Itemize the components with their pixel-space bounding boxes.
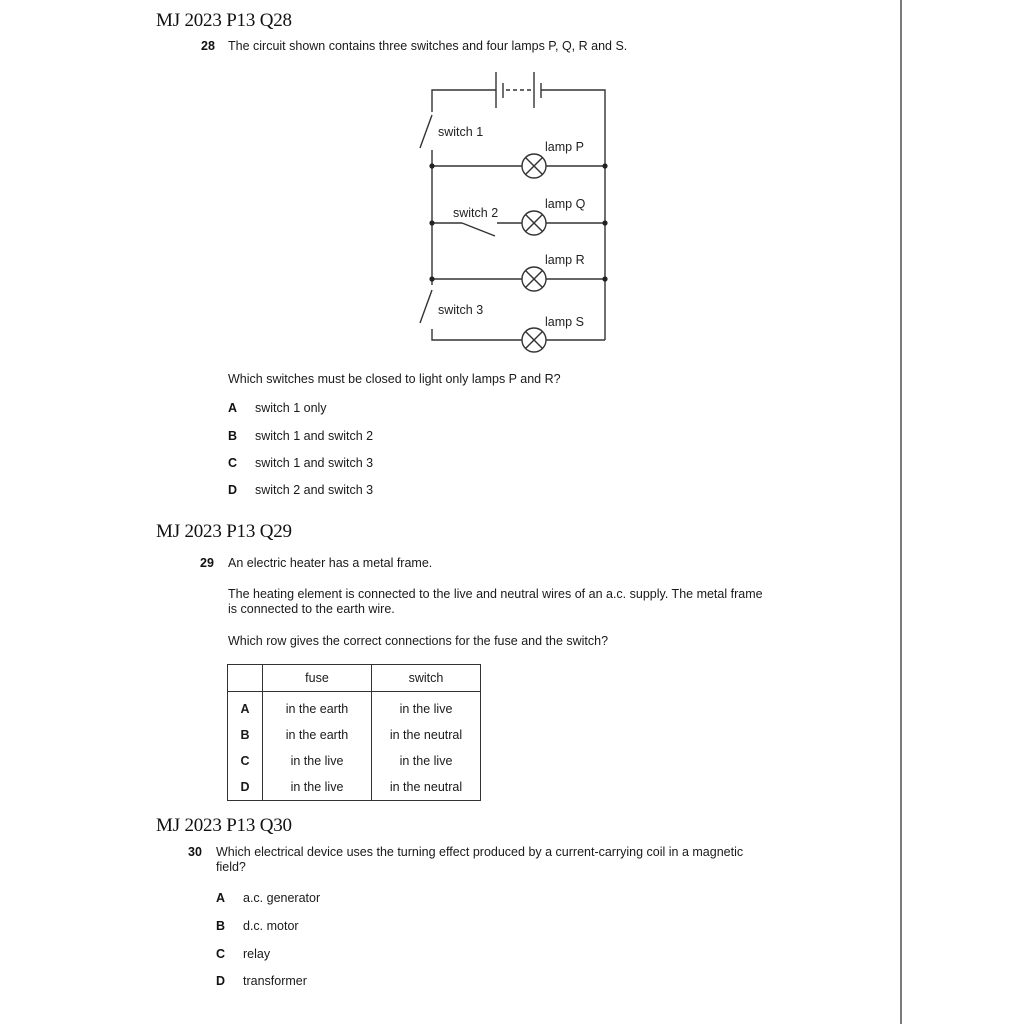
question-29-prompt: Which row gives the correct connections for the fuse and the switch? xyxy=(228,634,609,648)
circuit-diagram xyxy=(0,0,1024,400)
q28-option-d-text[interactable]: switch 2 and switch 3 xyxy=(255,483,374,497)
question-28-heading: MJ 2023 P13 Q28 xyxy=(156,10,292,31)
lamp-q-symbol xyxy=(522,211,546,235)
junction-dot xyxy=(429,220,434,225)
switch-2-blade xyxy=(462,223,495,236)
row-letter: C xyxy=(228,748,263,774)
junction-dot xyxy=(602,276,607,281)
q28-option-b-letter[interactable]: B xyxy=(228,429,238,443)
row-letter: B xyxy=(228,722,263,748)
lamp-r-label: lamp R xyxy=(545,253,585,267)
q28-option-a-text[interactable]: switch 1 only xyxy=(255,401,327,415)
question-29-heading: MJ 2023 P13 Q29 xyxy=(156,521,292,542)
switch-2-label: switch 2 xyxy=(453,206,499,220)
question-29-stem: An electric heater has a metal frame. xyxy=(228,556,433,570)
table-row[interactable] xyxy=(228,774,481,801)
lamp-p-label: lamp P xyxy=(545,140,584,154)
lamp-p-symbol xyxy=(522,154,546,178)
q30-option-c-text[interactable]: relay xyxy=(243,947,271,961)
table-header-fuse: fuse xyxy=(263,665,372,692)
q30-option-c-letter[interactable]: C xyxy=(216,947,226,961)
q28-option-c-letter[interactable]: C xyxy=(228,456,238,470)
table-header-switch: switch xyxy=(372,665,481,692)
row-switch: in the neutral xyxy=(372,722,481,748)
row-fuse: in the earth xyxy=(263,722,372,748)
question-28-prompt: Which switches must be closed to light only lamps P and R? xyxy=(228,372,561,386)
wire-branch-s-left xyxy=(432,329,522,340)
question-29-number: 29 xyxy=(200,556,214,570)
row-fuse: in the earth xyxy=(263,692,372,723)
table-row[interactable] xyxy=(228,722,481,748)
q30-option-b-letter[interactable]: B xyxy=(216,919,226,933)
table-row[interactable] xyxy=(228,748,481,774)
lamp-r-symbol xyxy=(522,267,546,291)
answer-table xyxy=(227,664,481,801)
q30-option-a-text[interactable]: a.c. generator xyxy=(243,891,321,905)
row-fuse: in the live xyxy=(263,774,372,801)
switch-3-label: switch 3 xyxy=(438,303,484,317)
q28-option-c-text[interactable]: switch 1 and switch 3 xyxy=(255,456,374,470)
question-29-paragraph-line-2: is connected to the earth wire. xyxy=(228,602,395,616)
lamp-q-label: lamp Q xyxy=(545,197,586,211)
question-28-number: 28 xyxy=(201,39,215,53)
junction-dot xyxy=(429,163,434,168)
q28-option-b-text[interactable]: switch 1 and switch 2 xyxy=(255,429,374,443)
question-30-stem-line-1: Which electrical device uses the turning effect produced by a current-carrying coil in a magnetic xyxy=(216,845,744,859)
wire-top-right xyxy=(541,90,605,340)
q28-option-a-letter[interactable]: A xyxy=(228,401,238,415)
question-29-paragraph-line-1: The heating element is connected to the live and neutral wires of an a.c. supply. The metal frame xyxy=(228,587,763,601)
row-switch: in the neutral xyxy=(372,774,481,801)
table-row[interactable] xyxy=(228,692,481,723)
q30-option-d-letter[interactable]: D xyxy=(216,974,226,988)
row-switch: in the live xyxy=(372,748,481,774)
question-28-stem: The circuit shown contains three switches and four lamps P, Q, R and S. xyxy=(228,39,628,53)
junction-dot xyxy=(602,220,607,225)
switch-1-label: switch 1 xyxy=(438,125,484,139)
lamp-s-label: lamp S xyxy=(545,315,584,329)
q30-option-d-text[interactable]: transformer xyxy=(243,974,307,988)
junction-dot xyxy=(429,276,434,281)
row-fuse: in the live xyxy=(263,748,372,774)
q30-option-b-text[interactable]: d.c. motor xyxy=(243,919,299,933)
question-30-heading: MJ 2023 P13 Q30 xyxy=(156,815,292,836)
junction-dot xyxy=(602,163,607,168)
row-letter: D xyxy=(228,774,263,801)
wire-top-left xyxy=(432,90,496,112)
q30-option-a-letter[interactable]: A xyxy=(216,891,226,905)
switch-3-blade xyxy=(420,290,432,323)
q28-option-d-letter[interactable]: D xyxy=(228,483,238,497)
lamp-s-symbol xyxy=(522,328,546,352)
switch-1-blade xyxy=(420,115,432,148)
row-switch: in the live xyxy=(372,692,481,723)
question-30-stem-line-2: field? xyxy=(216,860,246,874)
table-header-blank xyxy=(228,665,263,692)
row-letter: A xyxy=(228,692,263,723)
table-header-row xyxy=(228,665,481,692)
question-30-number: 30 xyxy=(188,845,202,859)
